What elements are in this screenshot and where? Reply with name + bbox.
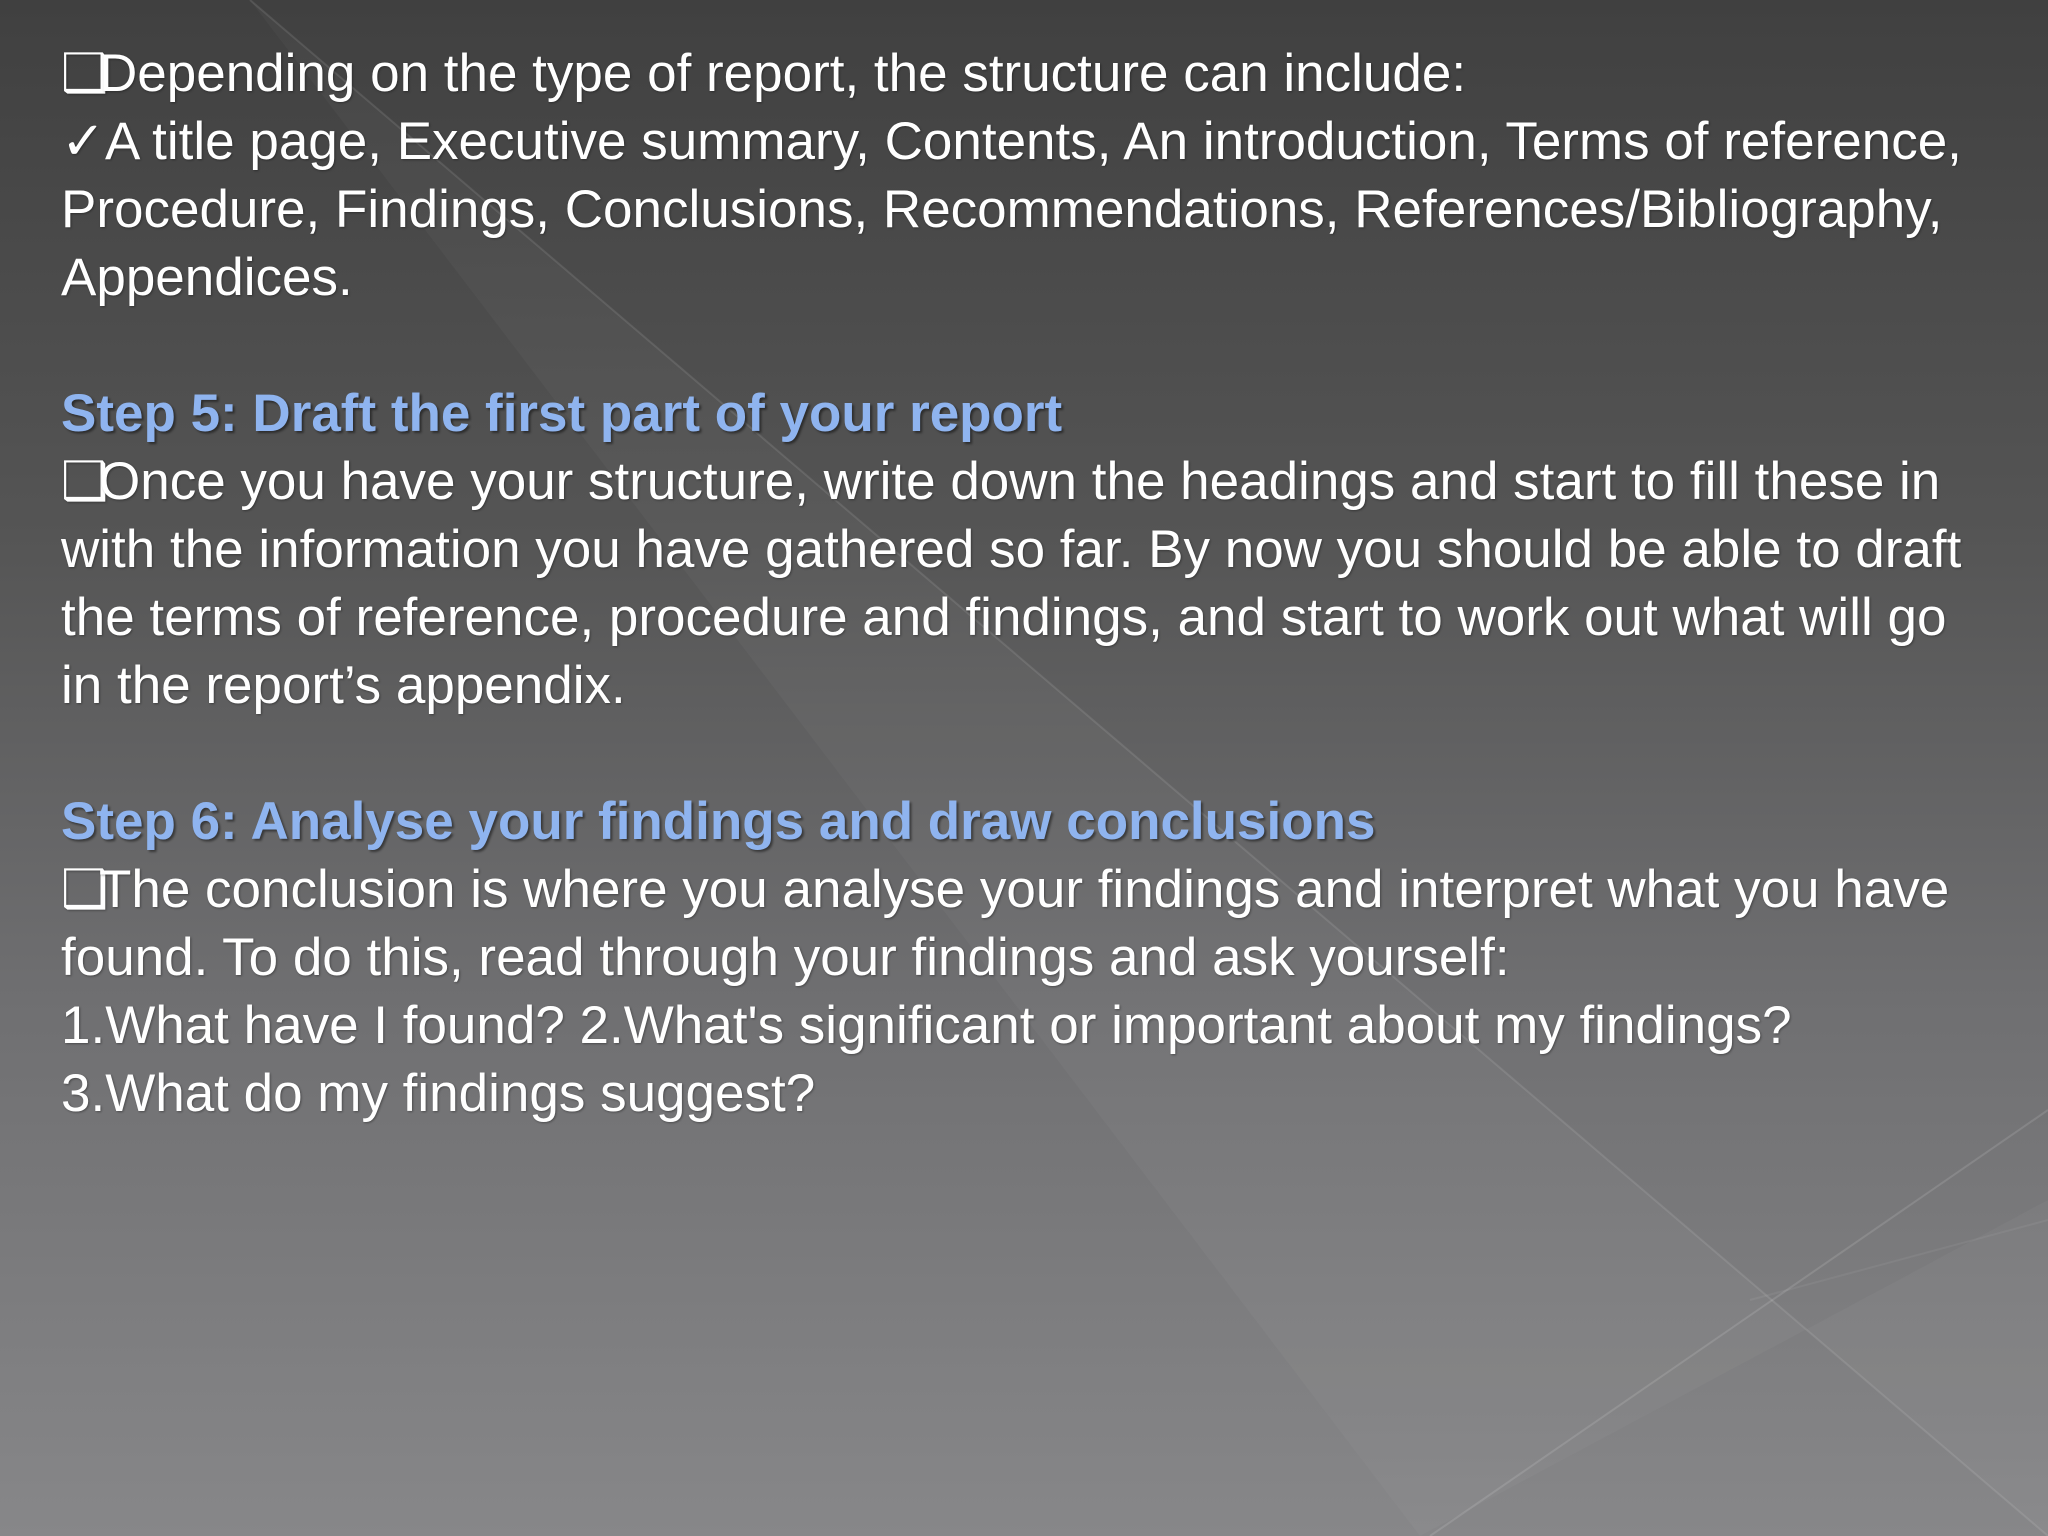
step6-paragraph bbox=[61, 856, 2001, 992]
slide-body bbox=[61, 40, 2001, 1128]
step5-text: Once you have your structure, write down the headings and start to fill these in with the information you have gathered so far. By now you should be able to draft the terms of reference, procedure and findings, and start to work out what will go in the report’s appendix. bbox=[61, 452, 1977, 715]
square-bullet-icon: ❑ bbox=[61, 860, 109, 919]
step6-heading: Step 6: Analyse your findings and draw conclusions bbox=[61, 792, 1376, 851]
square-bullet-icon: ❑ bbox=[61, 44, 109, 103]
spacer bbox=[61, 312, 2001, 380]
step6-questions-line2: 3.What do my findings suggest? bbox=[61, 1064, 816, 1123]
step6-questions-line1: 1.What have I found? 2.What's significant or important about my findings? bbox=[61, 996, 1792, 1055]
intro-paragraph bbox=[61, 40, 2001, 108]
report-structure-items: A title page, Executive summary, Contents, An introduction, Terms of reference, Procedure, Findings, Conclusions, Recommendations, References/Bibliography, Appendices. bbox=[61, 112, 1977, 307]
report-structure-list bbox=[61, 108, 2001, 312]
spacer bbox=[61, 720, 2001, 788]
checkmark-icon: ✓ bbox=[61, 112, 106, 171]
square-bullet-icon: ❑ bbox=[61, 452, 109, 511]
step5-heading: Step 5: Draft the first part of your report bbox=[61, 384, 1063, 443]
step6-text: The conclusion is where you analyse your findings and interpret what you have found. To do this, read through your findings and ask yourself: bbox=[61, 860, 1964, 987]
intro-text: Depending on the type of report, the structure can include: bbox=[99, 44, 1467, 103]
step5-paragraph bbox=[61, 448, 2001, 720]
